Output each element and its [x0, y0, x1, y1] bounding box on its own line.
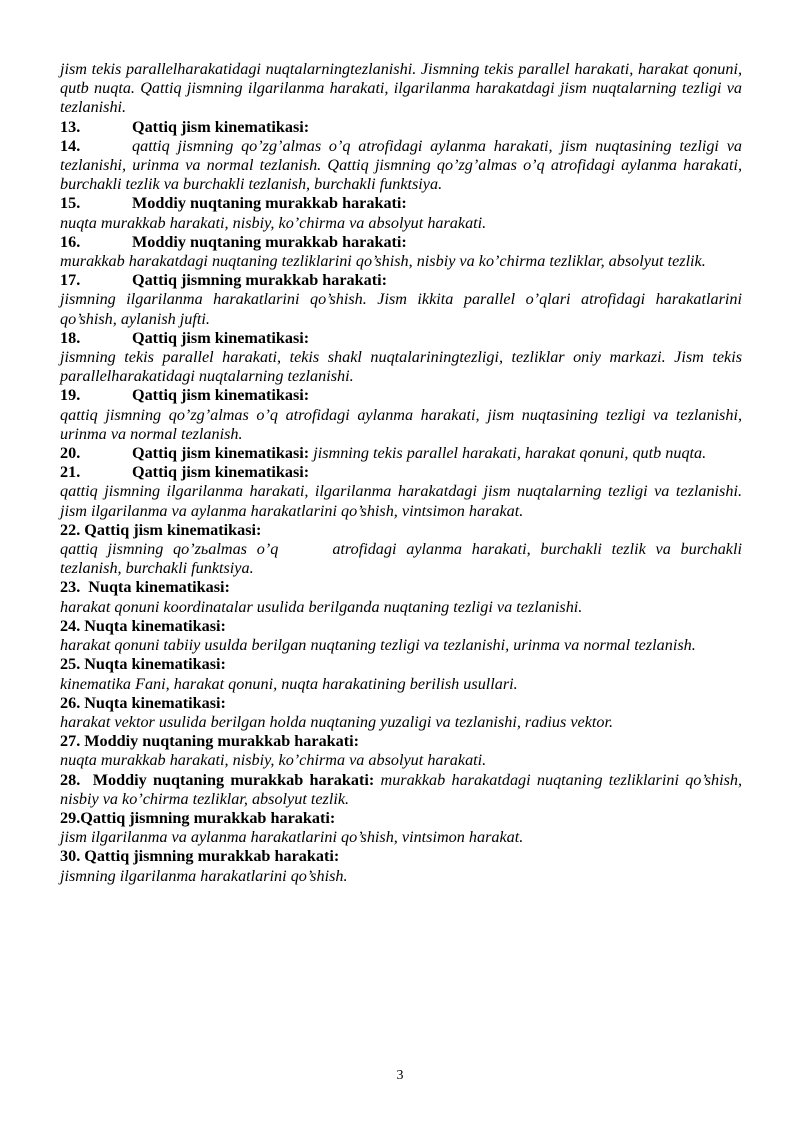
- item-number: 27.: [60, 732, 81, 751]
- item-21-heading: [60, 463, 742, 482]
- item-27-text: nuqta murakkab harakati, nisbiy, ko’chirma va absolyut harakati.: [60, 751, 487, 770]
- item-30-heading: [60, 847, 742, 866]
- item-title: Qattiq jism kinematikasi:: [132, 444, 310, 463]
- item-22-text: [60, 540, 742, 578]
- intro-paragraph: jism tekis parallelharakatidagi nuqtalarningtezlanishi. Jismning tekis parallel harakati, harakat qonuni, qutb nuqta. Qattiq jismning ilgarilanma harakati, ilgarilanma harakatdagi jism nuqtalarning tezligi va tezlanishi.: [60, 60, 742, 117]
- item-16-heading: [60, 233, 742, 252]
- item-title: Moddiy nuqtaning murakkab harakati:: [132, 194, 407, 213]
- item-number: 21.: [60, 463, 81, 482]
- item-16-text: murakkab harakatdagi nuqtaning tezliklarini qo’shish, nisbiy va ko’chirma tezliklar, absolyut tezlik.: [60, 252, 706, 271]
- item-29-heading: [60, 809, 742, 828]
- item-number: 30.: [60, 847, 81, 866]
- item-text: murakkab harakatdagi nuqtaning tezliklarini qo’shish, nisbiy va ko’chirma tezliklar, absolyut tezlik.: [60, 770, 743, 808]
- item-26-heading: [60, 694, 742, 713]
- item-number: 26.: [60, 693, 81, 712]
- item-number: 17.: [60, 271, 81, 290]
- item-number: 24.: [60, 616, 81, 635]
- item-13-heading: [60, 118, 742, 137]
- page-number: 3: [396, 1068, 404, 1083]
- item-title: Nuqta kinematikasi:: [84, 655, 226, 674]
- item-29-text: jism ilgarilanma va aylanma harakatlarini qo’shish, vintsimon harakat.: [60, 828, 524, 847]
- item-title: Qattiq jism kinematikasi:: [84, 520, 262, 539]
- item-text-part-b: atrofidagi aylanma harakati, burchakli tezlik va burchakli tezlanish, burchakli funktsiya.: [60, 540, 742, 578]
- item-15-heading: [60, 194, 742, 213]
- item-27-heading: [60, 732, 742, 751]
- item-number: 16.: [60, 232, 81, 251]
- item-23-text: harakat qonuni koordinatalar usulida berilganda nuqtaning tezligi va tezlanishi.: [60, 597, 583, 616]
- item-number: 29.: [60, 808, 81, 827]
- item-21-text: qattiq jismning ilgarilanma harakati, ilgarilanma harakatdagi jism nuqtalarning tezligi va tezlanishi. jism ilgarilanma va aylanma harakatlarini qo’shish, vintsimon harakat.: [60, 482, 742, 520]
- item-18-text: jismning tekis parallel harakati, tekis shakl nuqtalariningtezligi, tezliklar oniy markazi. Jism tekis parallelharakatidagi nuqtalarning tezlanishi.: [60, 348, 742, 386]
- item-number: 13.: [60, 117, 81, 136]
- item-title: Nuqta kinematikasi:: [84, 693, 226, 712]
- item-26-text: harakat vektor usulida berilgan holda nuqtaning yuzaligi va tezlanishi, radius vektor.: [60, 712, 614, 731]
- item-15-text: nuqta murakkab harakati, nisbiy, ko’chirma va absolyut harakati.: [60, 213, 487, 232]
- item-number: 23.: [60, 578, 81, 597]
- item-title: Qattiq jismning murakkab harakati:: [132, 271, 387, 290]
- item-title: Nuqta kinematikasi:: [88, 578, 230, 597]
- item-number: 15.: [60, 194, 81, 213]
- item-23-heading: [60, 578, 742, 597]
- item-number: 19.: [60, 386, 81, 405]
- item-30-text: jismning ilgarilanma harakatlarini qo’shish.: [60, 866, 348, 885]
- item-title: Qattiq jismning murakkab harakati:: [80, 808, 336, 827]
- item-title: Qattiq jism kinematikasi:: [132, 463, 310, 482]
- item-number: 18.: [60, 328, 81, 347]
- item-number: 14.: [60, 136, 81, 155]
- item-title: Qattiq jismning murakkab harakati:: [84, 847, 340, 866]
- item-text: jismning tekis parallel harakati, harakat qonuni, qutb nuqta.: [313, 444, 707, 463]
- item-22-heading: [60, 521, 742, 540]
- item-19-heading: [60, 386, 742, 405]
- item-title: Qattiq jism kinematikasi:: [132, 328, 310, 347]
- item-number: 28.: [60, 770, 81, 789]
- item-19-text: qattiq jismning qo’zg’almas o’q atrofidagi aylanma harakati, jism nuqtasining tezligi va tezlanishi, urinma va normal tezlanish.: [60, 405, 742, 443]
- item-title: Qattiq jism kinematikasi:: [132, 117, 310, 136]
- item-20-paragraph: [60, 444, 742, 463]
- item-title: Qattiq jism kinematikasi:: [132, 386, 310, 405]
- item-title: Nuqta kinematikasi:: [84, 616, 226, 635]
- item-17-text: jismning ilgarilanma harakatlarini qo’shish. Jism ikkita parallel o’qlari atrofidagi harakatlarini qo’shish, aylanish jufti.: [60, 290, 742, 328]
- item-24-text: harakat qonuni tabiiy usulda berilgan nuqtaning tezligi va tezlanishi, urinma va normal tezlanish.: [60, 636, 696, 655]
- item-text: qattiq jismning qo’zg’almas o’q atrofidagi aylanma harakati, jism nuqtasining tezligi va tezlanishi, urinma va normal tezlanish. Qattiq jismning qo’zg’almas o’q atrofidagi aylanma harakati, burchakli tezlik va burchakli tezlanish, burchakli funktsiya.: [60, 136, 742, 194]
- item-number: 25.: [60, 655, 81, 674]
- item-title: Moddiy nuqtaning murakkab harakati:: [84, 732, 360, 751]
- item-title: Moddiy nuqtaning murakkab harakati:: [132, 232, 407, 251]
- item-18-heading: [60, 329, 742, 348]
- item-24-heading: [60, 617, 742, 636]
- item-number: 22.: [60, 520, 81, 539]
- item-title: Moddiy nuqtaning murakkab harakati:: [92, 770, 375, 789]
- item-25-text: kinematika Fani, harakat qonuni, nuqta harakatining berilish usullari.: [60, 674, 518, 693]
- item-17-heading: [60, 271, 742, 290]
- item-28-paragraph: [60, 771, 742, 809]
- item-14-paragraph: [60, 137, 742, 195]
- document-body: [60, 60, 742, 886]
- item-text-part-a: qattiq jismning qo’zьalmas o’q: [60, 540, 279, 559]
- item-number: 20.: [60, 444, 81, 463]
- item-25-heading: [60, 655, 742, 674]
